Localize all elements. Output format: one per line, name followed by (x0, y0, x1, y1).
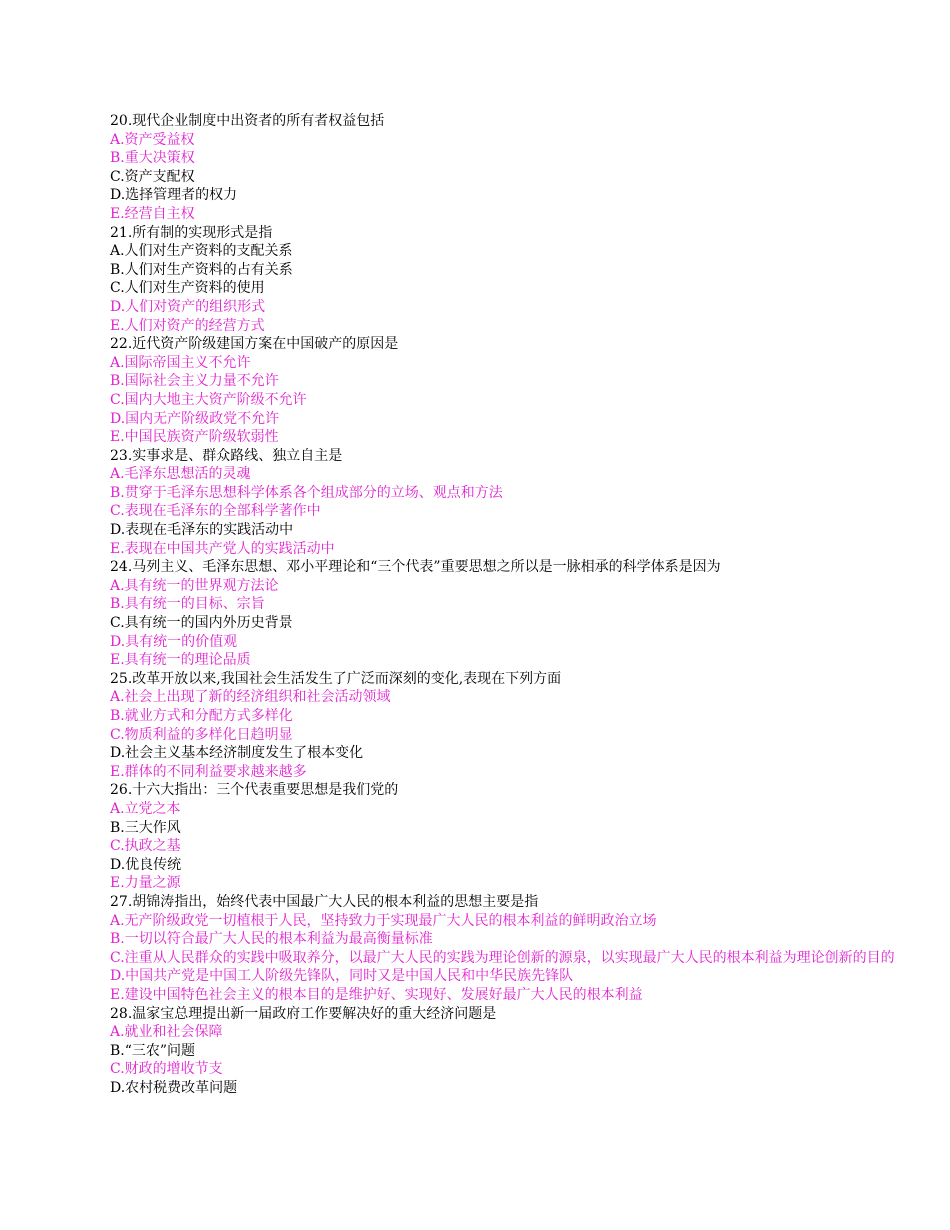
option-e: E.表现在中国共产党人的实践活动中 (110, 540, 335, 557)
option-d: D.人们对资产的组织形式 (110, 298, 266, 315)
option-d: D.具有统一的价值观 (110, 633, 238, 650)
option-c: C.表现在毛泽东的全部科学著作中 (110, 503, 321, 520)
option-c: C.资产支配权 (110, 168, 195, 185)
option-c: C.人们对生产资料的使用 (110, 280, 265, 297)
option-a: A.无产阶级政党一切植根于人民，坚持致力于实现最广大人民的根本利益的鲜明政治立场 (110, 912, 657, 929)
option-e: E.力量之源 (110, 875, 181, 892)
option-c: C.物质利益的多样化日趋明显 (110, 726, 293, 743)
option-d: D.国内无产阶级政党不允许 (110, 410, 280, 427)
question-list (110, 112, 930, 1097)
question-text: 20.现代企业制度中出资者的所有者权益包括 (110, 113, 385, 129)
option-b: B.“三农”问题 (110, 1042, 196, 1059)
question-text: 28.温家宝总理提出新一届政府工作要解决好的重大经济问题是 (110, 1005, 497, 1022)
option-b: B.国际社会主义力量不允许 (110, 373, 279, 390)
option-a: A.具有统一的世界观方法论 (110, 577, 279, 594)
question-22 (110, 335, 930, 447)
option-c: C.财政的增收节支 (110, 1061, 223, 1078)
option-b: B.贯穿于毛泽东思想科学体系各个组成部分的立场、观点和方法 (110, 484, 503, 501)
question-text: 27.胡锦涛指出，始终代表中国最广大人民的根本利益的思想主要是指 (110, 893, 539, 910)
question-20 (110, 112, 930, 224)
option-a: A.就业和社会保障 (110, 1024, 223, 1041)
option-a: A.社会上出现了新的经济组织和社会活动领域 (110, 689, 391, 706)
option-b: B.三大作风 (110, 819, 181, 836)
option-c: C.执政之基 (110, 838, 181, 855)
question-text: 25.改革开放以来,我国社会生活发生了广泛而深刻的变化,表现在下列方面 (110, 670, 562, 687)
option-c: C.注重从人民群众的实践中吸取养分，以最广大人民的实践为理论创新的源泉，以实现最广大人民的根本利益为理论创新的目的 (110, 949, 895, 966)
option-b: B.重大决策权 (110, 150, 195, 167)
question-text: 26.十六大指出：三个代表重要思想是我们党的 (110, 782, 399, 799)
option-e: E.人们对资产的经营方式 (110, 317, 265, 334)
option-d: D.选择管理者的权力 (110, 187, 238, 204)
option-d: D.优良传统 (110, 856, 182, 873)
question-21 (110, 224, 930, 336)
question-text: 21.所有制的实现形式是指 (110, 224, 273, 241)
question-text: 23.实事求是、群众路线、独立自主是 (110, 447, 343, 464)
option-d: D.社会主义基本经济制度发生了根本变化 (110, 745, 364, 762)
option-d: D.中国共产党是中国工人阶级先锋队，同时又是中国人民和中华民族先锋队 (110, 968, 574, 985)
question-text: 22.近代资产阶级建国方案在中国破产的原因是 (110, 336, 399, 353)
option-e: E.群体的不同利益要求越来越多 (110, 763, 307, 780)
option-e: E.具有统一的理论品质 (110, 652, 251, 669)
option-b: B.就业方式和分配方式多样化 (110, 708, 293, 724)
option-a: A.国际帝国主义不允许 (110, 354, 251, 371)
option-a: A.人们对生产资料的支配关系 (110, 243, 293, 260)
option-d: D.表现在毛泽东的实践活动中 (110, 522, 294, 539)
option-c: C.具有统一的国内外历史背景 (110, 615, 293, 632)
question-27 (110, 893, 930, 1005)
question-25 (110, 670, 930, 782)
option-c: C.国内大地主大资产阶级不允许 (110, 391, 307, 408)
question-26 (110, 781, 930, 893)
option-a: A.资产受益权 (110, 131, 195, 148)
question-23 (110, 447, 930, 559)
question-24 (110, 558, 930, 670)
option-d: D.农村税费改革问题 (110, 1079, 238, 1096)
option-e: E.中国民族资产阶级软弱性 (110, 429, 279, 446)
option-b: B.具有统一的目标、宗旨 (110, 596, 265, 613)
question-28 (110, 1005, 930, 1098)
option-e: E.经营自主权 (110, 205, 195, 222)
option-a: A.立党之本 (110, 800, 181, 817)
option-b: B.人们对生产资料的占有关系 (110, 261, 293, 278)
option-b: B.一切以符合最广大人民的根本利益为最高衡量标准 (110, 931, 433, 948)
option-a: A.毛泽东思想活的灵魂 (110, 466, 251, 483)
option-e: E.建设中国特色社会主义的根本目的是维护好、实现好、发展好最广大人民的根本利益 (110, 986, 643, 1003)
question-text: 24.马列主义、毛泽东思想、邓小平理论和“三个代表”重要思想之所以是一脉相承的科学体系是因为 (110, 559, 721, 576)
